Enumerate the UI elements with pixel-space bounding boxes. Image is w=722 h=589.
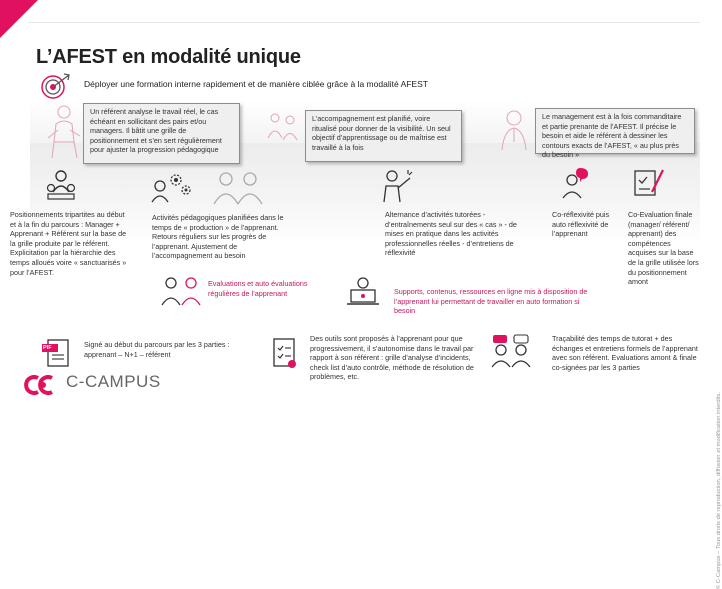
page-subtitle: Déployer une formation interne rapidement et de manière ciblée grâce à la modalité AFEST xyxy=(84,79,428,89)
reflexive-person-icon xyxy=(558,166,594,200)
pif-document-icon xyxy=(40,337,74,371)
two-people-icon xyxy=(160,275,202,307)
bottom-outils: Des outils sont proposés à l’apprenant pour que progressivement, il s’autonomise dans le travail par rapport à son référent : grille d’analyse d’incidents, check list d’auto contrôle, méthode de résolution de problèmes, etc. xyxy=(310,334,474,382)
intro-box-referent: Un référent analyse le travail réel, le cas échéant en sollicitant des pairs et/ou managers. Il bâtit une grille de positionnement et s’en sert régulièrement pour ajuster la progression pédagogique xyxy=(83,103,240,164)
bottom-signe: Signé au début du parcours par les 3 parties : apprenant – N+1 – référent xyxy=(84,340,230,359)
corner-accent xyxy=(0,0,38,38)
gears-person-icon xyxy=(150,170,192,204)
intro-box-accompagnement: L’accompagnement est planifié, voire ritualisé pour donner de la visibilité. Un seul objectif d’apprentissage ou de maîtrise est travaillé à la fois xyxy=(305,110,462,162)
step-positionnements: Positionnements tripartites au début et à la fin du parcours : Manager + Apprenant + Référent sur la base de la grille produite par le référent. Explicitation par la hiérarchie des temps alloués voire « sanctuarisés » pour l’AFEST. xyxy=(10,210,127,277)
target-icon xyxy=(38,72,72,100)
intro-box-management: Le management est à la fois commanditaire et partie prenante de l’AFEST. Il précise le besoin et aide le référent à dessiner les contours exacts de l’AFEST, « au plus près du besoin » xyxy=(535,108,695,154)
bottom-tracabilite: Traçabilité des temps de tutorat + des échanges et entretiens formels de l’apprenant avec son référent. Evaluations amont & finale co-signées par les 3 parties xyxy=(552,334,698,372)
checklist-pencil-icon xyxy=(632,166,666,200)
header-divider xyxy=(28,22,700,23)
step-alternance: Alternance d’activités tutorées - d’entraînements seul sur des « cas » - de mises en pratique dans les activités professionnelles réelles - d’entretiens de réflexivité xyxy=(385,210,517,258)
pair-people-icon xyxy=(210,170,266,206)
copyright-note: © C-Campus – Tous droits de reproduction, diffusion et modification interdits. xyxy=(716,392,722,589)
step-coevaluation: Co-Evaluation finale (manager/ référent/ apprenant) des compétences acquises sur la base de la grille utilisée lors du positionnement amont xyxy=(628,210,699,287)
page-title: L’AFEST en modalité unique xyxy=(36,46,301,68)
chat-people-icon xyxy=(490,334,532,368)
meeting-people-icon xyxy=(44,168,78,202)
step-coreflexivite: Co-réflexivité puis auto réflexivité de l’apprenant xyxy=(552,210,610,239)
presenter-icon xyxy=(378,168,414,204)
step-activites: Activités pédagogiques planifiées dans le temps de « production » de l’apprenant. Retours réguliers sur les progrès de l’apprenant. Ajustement de l’accompagnement au besoin xyxy=(152,213,284,261)
laptop-person-icon xyxy=(345,276,381,308)
checklist-document-icon xyxy=(270,336,300,370)
sketch-manager-icon xyxy=(496,108,532,152)
footer-brand: C-CAMPUS xyxy=(66,372,161,391)
highlight-evaluations: Evaluations et auto évaluations régulières de l’apprenant xyxy=(208,279,308,298)
c-campus-logo-icon xyxy=(22,372,62,398)
sketch-team-icon xyxy=(263,110,303,144)
pif-label: PIF xyxy=(43,345,52,351)
highlight-supports: Supports, contenus, ressources en ligne mis à disposition de l’apprenant lui permettant de travailler en auto formation si besoin xyxy=(394,287,588,316)
sketch-person-icon xyxy=(44,102,84,160)
